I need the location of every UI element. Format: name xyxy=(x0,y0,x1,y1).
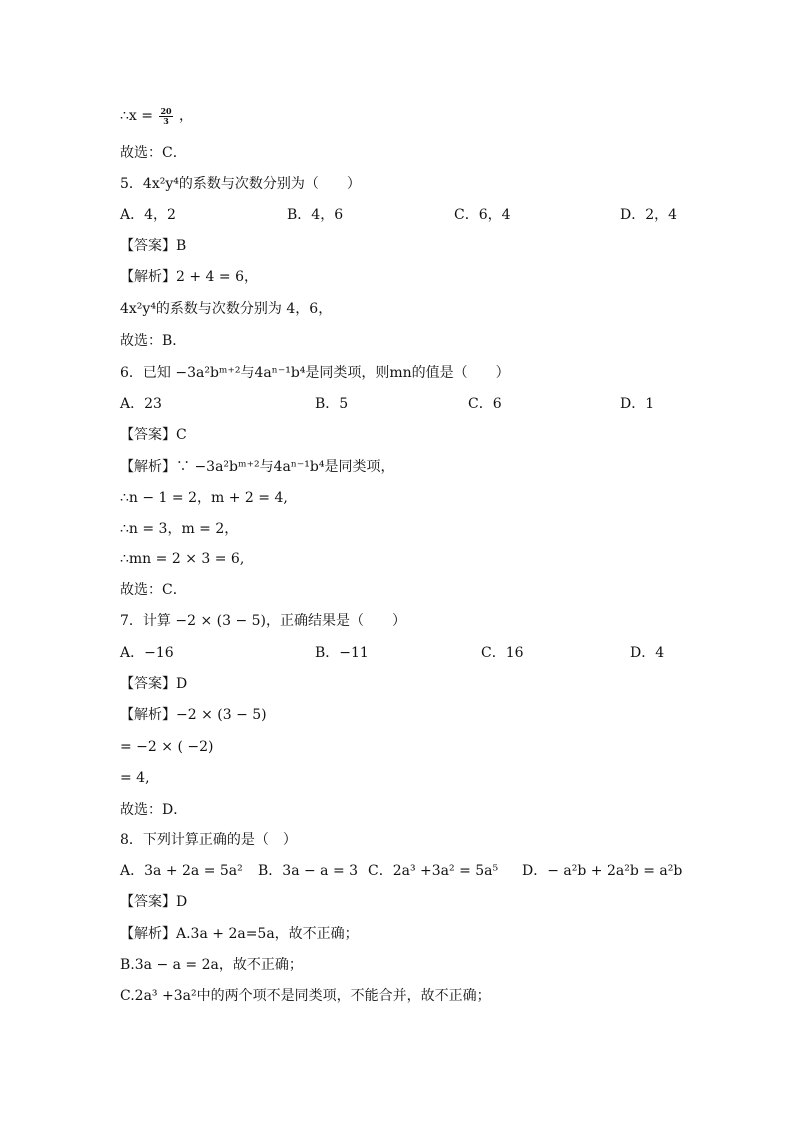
q5-option-d: D．2，4 xyxy=(620,207,678,223)
q7-explanation-3: = 4, xyxy=(120,770,150,786)
fraction-numerator: 20 xyxy=(160,105,172,116)
q5-answer: 【答案】B xyxy=(120,238,187,254)
q6-explanation-1: 【解析】∵ −3a²bᵐ⁺²与4aⁿ⁻¹b⁴是同类项， xyxy=(120,459,395,475)
q6-option-a: A．23 xyxy=(120,396,162,412)
q6-answer: 【答案】C xyxy=(120,427,187,443)
question-6: 6．已知 −3a²bᵐ⁺²与4aⁿ⁻¹b⁴是同类项，则mn的值是（ ） xyxy=(120,365,510,381)
x-prefix: ∴x = xyxy=(120,108,153,124)
q8-option-d: D．− a²b + 2a²b = a²b xyxy=(522,863,683,879)
q5-selection: 故选：B． xyxy=(120,333,187,349)
q8-explanation-1: 【解析】A.3a + 2a=5a，故不正确； xyxy=(120,926,359,942)
q5-explanation-1: 【解析】2 + 4 = 6， xyxy=(120,269,258,285)
q6-explanation-4: ∴mn = 2 × 3 = 6, xyxy=(120,551,245,567)
q6-option-b: B．5 xyxy=(315,396,349,412)
q5-explanation-2: 4x²y⁴的系数与次数分别为 4，6， xyxy=(120,301,333,317)
question-7: 7．计算 −2 × (3 − 5)，正确结果是（ ） xyxy=(120,613,406,629)
q7-option-a: A．−16 xyxy=(120,645,174,661)
q8-explanation-2: B.3a − a = 2a，故不正确； xyxy=(120,957,303,973)
q8-option-a: A．3a + 2a = 5a² xyxy=(120,863,243,879)
q7-explanation-1: 【解析】−2 × (3 − 5) xyxy=(120,707,267,723)
q5-option-a: A．4，2 xyxy=(120,207,176,223)
q7-explanation-2: = −2 × ( −2) xyxy=(120,739,214,755)
q7-answer: 【答案】D xyxy=(120,676,188,692)
q6-selection: 故选：C． xyxy=(120,582,187,598)
q6-option-c: C．6 xyxy=(468,396,502,412)
q7-option-b: B．−11 xyxy=(315,645,369,661)
q6-option-d: D．1 xyxy=(620,396,655,412)
q7-option-d: D．4 xyxy=(630,645,665,661)
question-8: 8．下列计算正确的是（ ） xyxy=(120,832,297,848)
fraction-denominator: 3 xyxy=(163,115,169,126)
question-5: 5．4x²y⁴的系数与次数分别为（ ） xyxy=(120,176,361,192)
q7-option-c: C．16 xyxy=(481,645,524,661)
q5-option-b: B．4，6 xyxy=(287,207,344,223)
q8-answer: 【答案】D xyxy=(120,894,188,910)
fraction-20-over-3 xyxy=(159,107,172,126)
solution-line-x-value xyxy=(120,106,193,126)
q6-explanation-2: ∴n − 1 = 2，m + 2 = 4, xyxy=(120,490,288,506)
selection-line: 故选：C． xyxy=(120,145,187,161)
q5-option-c: C．6，4 xyxy=(454,207,511,223)
x-suffix: ， xyxy=(179,108,194,124)
q8-explanation-3: C.2a³ +3a²中的两个项不是同类项，不能合并，故不正确； xyxy=(120,988,491,1004)
q8-option-b: B．3a − a = 3 xyxy=(258,863,359,879)
q7-selection: 故选：D． xyxy=(120,802,188,818)
q6-explanation-3: ∴n = 3，m = 2， xyxy=(120,521,239,537)
q8-option-c: C．2a³ +3a² = 5a⁵ xyxy=(368,863,499,879)
